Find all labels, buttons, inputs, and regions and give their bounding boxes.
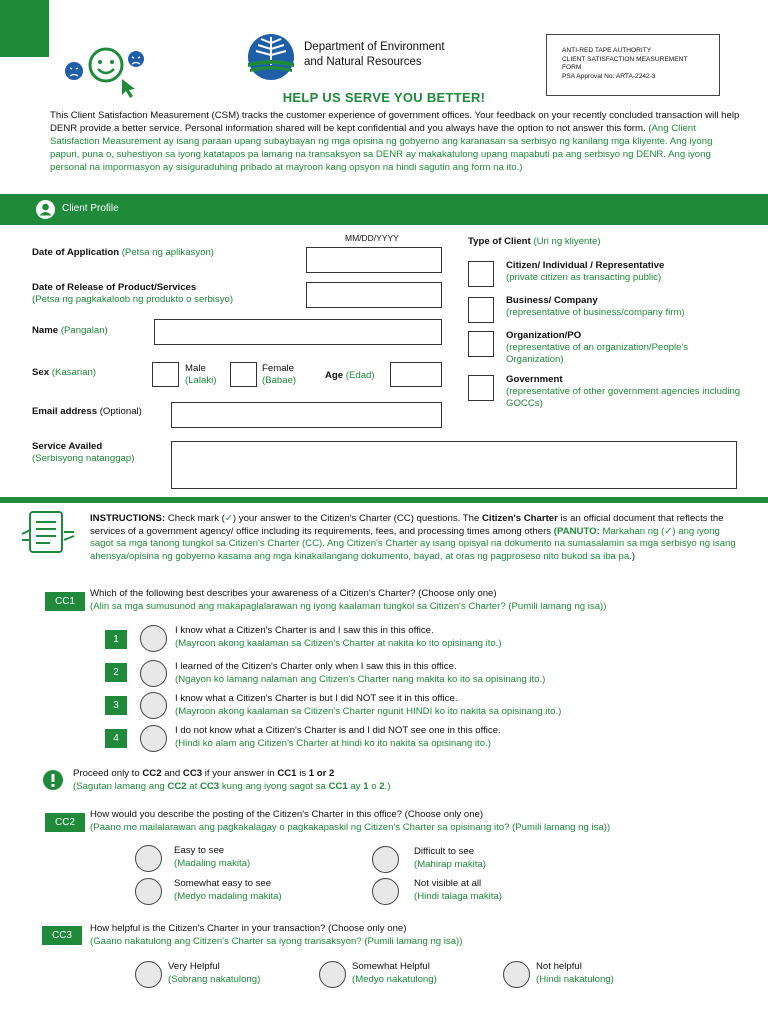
female-label bbox=[262, 363, 296, 387]
cc1-option-1 bbox=[175, 625, 735, 650]
label-fil: (Lalaki) bbox=[185, 375, 217, 386]
cc2-easy-radio[interactable] bbox=[135, 845, 162, 872]
label-fil: (Edad) bbox=[345, 370, 375, 381]
panuto-part: Markahan ng ( bbox=[602, 525, 665, 537]
note-bold: 1 or 2 bbox=[308, 768, 335, 779]
panuto-part: ) ang iyong sagot sa mga tanong tungkol sa Citizen's Charter (CC). Ang Citizen's Charter ay isang opisyal na dokumento na sumasalamin sa mga serbisyo ng isang ahensya/opisina ng gobyerno kasama ang mga kinakailangang dokumento, bayad, at oras ng pagproseso nito bukod sa iba pa. bbox=[90, 525, 736, 562]
cc2-option bbox=[174, 878, 282, 903]
corner-accent bbox=[0, 0, 49, 57]
client-type-label bbox=[468, 236, 601, 248]
instructions bbox=[90, 513, 740, 563]
type-title: Government bbox=[506, 374, 563, 385]
page-headline: HELP US SERVE YOU BETTER! bbox=[282, 90, 486, 105]
cc1-option-number: 2 bbox=[105, 663, 127, 682]
cc3-not-helpful-radio[interactable] bbox=[503, 961, 530, 988]
label-fil: (Petsa ng pagkakaloob ng produkto o serbisyo) bbox=[32, 294, 234, 305]
option-fil: (Sobrang nakatulong) bbox=[168, 973, 261, 985]
user-icon bbox=[35, 199, 56, 220]
section-title: Client Profile bbox=[62, 203, 119, 214]
cc2-question bbox=[90, 809, 750, 834]
type-business-checkbox[interactable] bbox=[468, 297, 494, 323]
cc2-option bbox=[174, 845, 250, 870]
type-desc: (representative of business/company firm) bbox=[506, 307, 685, 318]
note-text: is bbox=[299, 768, 307, 779]
panuto-label: (PANUTO: bbox=[553, 525, 600, 537]
label-fil: (Serbisyong natanggap) bbox=[32, 453, 135, 464]
question-fil: (Alin sa mga sumusunod ang makapaglalarawan ng iyong kaalaman tungkol sa Citizen's Charter? (Pumili lamang ng isa)) bbox=[90, 600, 607, 612]
option-text: Easy to see bbox=[174, 845, 225, 856]
type-desc: (representative of an organization/People's Organization) bbox=[506, 342, 689, 365]
cc3-very-helpful-radio[interactable] bbox=[135, 961, 162, 988]
option-text: I know what a Citizen's Charter is and I saw this in this office. bbox=[175, 625, 434, 636]
cc1-option-4 bbox=[175, 725, 735, 750]
dept-line-1: Department of Environment bbox=[304, 41, 445, 53]
cc1-option-number: 3 bbox=[105, 696, 127, 715]
option-text: Very Helpful bbox=[168, 961, 220, 972]
note-fil-bold: CC3 bbox=[199, 780, 220, 792]
note-fil-bold: CC1 bbox=[328, 780, 348, 792]
note-fil-bold: 1 bbox=[363, 780, 369, 792]
psa-approval: PSA Approval No: ARTA-2242-3 bbox=[562, 73, 656, 81]
label-text: Sex bbox=[32, 367, 50, 378]
question-text: How helpful is the Citizen's Charter in your transaction? (Choose only one) bbox=[90, 923, 407, 934]
type-citizen-checkbox[interactable] bbox=[468, 261, 494, 287]
arta-line: ANTI-RED TAPE AUTHORITY bbox=[562, 47, 652, 54]
dept-line-2: and Natural Resources bbox=[304, 56, 422, 68]
option-text: Somewhat easy to see bbox=[174, 878, 272, 889]
label-fil: (Uri ng kliyente) bbox=[533, 236, 601, 247]
date-format-hint: MM/DD/YYYY bbox=[345, 233, 399, 243]
service-field[interactable] bbox=[171, 441, 737, 489]
note-fil: o bbox=[371, 780, 377, 792]
note-bold: CC3 bbox=[182, 768, 203, 779]
instructions-label: INSTRUCTIONS: bbox=[90, 513, 166, 524]
type-organization-checkbox[interactable] bbox=[468, 331, 494, 357]
instructions-text: ) your answer to the Citizen's Charter (CC) questions. The bbox=[232, 513, 480, 524]
intro-english: This Client Satisfaction Measurement (CSM) tracks the customer experience of government offices. Your feedback on your recently concluded transaction will help DENR provide a better service. Personal information shared will be kept confidential and you always have the option to not answer this form. bbox=[50, 110, 740, 134]
cc2-difficult-radio[interactable] bbox=[372, 846, 399, 873]
intro-filipino: (Ang Client Satisfaction Measurement ay isang paraan upang subaybayan ng mga opisina ng gobyerno ang karanasan sa serbisyo ng kanilang mga kliyente. Ang iyong papuri, puna o, suhestiyon sa iyong katatapos pa lamang na transaksyon sa DENR ay makakatulong upang mapabuti pa ang serbisyo ng DENR. Ang iyong personal na impormasyon ay sisiguraduhing pribado at mayroon kang opsyon na hindi sagutin ang form na ito.) bbox=[50, 123, 713, 173]
note-fil: kung ang iyong sagot sa bbox=[221, 780, 326, 792]
cc3-question bbox=[90, 923, 750, 948]
male-checkbox[interactable] bbox=[152, 362, 179, 387]
arta-line: FORM bbox=[562, 64, 582, 72]
question-fil: (Gaano nakatulong ang Citizen's Charter sa iyong transaksyon? (Pumili lamang ng isa)) bbox=[90, 935, 463, 947]
cc1-option-3 bbox=[175, 693, 735, 718]
intro-paragraph bbox=[50, 109, 740, 174]
note-fil: .) bbox=[384, 780, 391, 792]
option-fil: (Hindi talaga makita) bbox=[414, 890, 502, 902]
cc1-question bbox=[90, 588, 750, 613]
arta-box bbox=[546, 34, 720, 96]
cc3-option bbox=[168, 961, 260, 986]
type-option bbox=[506, 260, 746, 284]
cc2-not-visible-radio[interactable] bbox=[372, 878, 399, 905]
type-option bbox=[506, 330, 746, 366]
section-divider bbox=[0, 497, 768, 503]
type-title: Organization/PO bbox=[506, 330, 582, 341]
cc3-somewhat-helpful-radio[interactable] bbox=[319, 961, 346, 988]
check-icon: ✓ bbox=[224, 513, 233, 524]
label-text: Type of Client bbox=[468, 236, 531, 247]
cc1-option-number: 4 bbox=[105, 729, 127, 748]
note-bold: CC1 bbox=[277, 768, 297, 779]
label-text: Female bbox=[262, 363, 294, 374]
option-fil: (Mahirap makita) bbox=[414, 858, 486, 870]
option-text: Not helpful bbox=[536, 961, 582, 972]
question-text: Which of the following best describes your awareness of a Citizen's Charter? (Choose only one) bbox=[90, 588, 497, 599]
note-fil: ay bbox=[350, 780, 361, 792]
option-text: I do not know what a Citizen's Charter is and I did NOT see one in this office. bbox=[175, 725, 501, 736]
cc3-tag: CC3 bbox=[42, 926, 82, 945]
question-fil: (Paano mo mailalarawan ang pagkakalagay o pagkakapaskil ng Citizen's Charter sa opisinang ito? (Pumili lamang ng isa)) bbox=[90, 821, 611, 833]
female-checkbox[interactable] bbox=[230, 362, 257, 387]
cc1-option-number: 1 bbox=[105, 630, 127, 649]
note-fil: at bbox=[189, 780, 198, 792]
cc2-tag: CC2 bbox=[45, 813, 85, 832]
cc1-option-3-radio[interactable] bbox=[140, 692, 167, 719]
date-release-label bbox=[32, 282, 233, 306]
option-fil: (Hindi ko alam ang Citizen's Charter at hindi ko ito nakita sa opisinang ito.) bbox=[175, 737, 491, 749]
department-name bbox=[304, 40, 504, 70]
type-title: Business/ Company bbox=[506, 295, 598, 306]
option-text: I know what a Citizen's Charter is but I did NOT see it in this office. bbox=[175, 693, 458, 704]
option-text: Somewhat Helpful bbox=[352, 961, 430, 972]
note-fil-bold: 2 bbox=[379, 780, 385, 792]
label-optional: (Optional) bbox=[99, 406, 142, 417]
instructions-text: is an official document that reflects the services of a government agency/ office including its requirements, fees, and processing times among others bbox=[90, 513, 724, 537]
cc1-tag: CC1 bbox=[45, 592, 85, 611]
type-option bbox=[506, 374, 746, 410]
email-label bbox=[32, 406, 142, 418]
cc1-option-1-radio[interactable] bbox=[140, 625, 167, 652]
cc1-option-2-radio[interactable] bbox=[140, 660, 167, 687]
name-field[interactable] bbox=[154, 319, 442, 345]
name-label bbox=[32, 325, 108, 337]
label-fil: (Petsa ng aplikasyon) bbox=[121, 247, 214, 258]
label-text: Date of Release of Product/Services bbox=[32, 282, 197, 293]
type-option bbox=[506, 295, 746, 319]
date-release-field[interactable] bbox=[306, 282, 442, 308]
label-text: Male bbox=[185, 363, 206, 374]
option-fil: (Madaling makita) bbox=[174, 857, 251, 869]
note-text: and bbox=[164, 768, 181, 779]
note-fil-bold: CC2 bbox=[167, 780, 187, 792]
type-government-checkbox[interactable] bbox=[468, 375, 494, 401]
note-bold: CC2 bbox=[142, 768, 162, 779]
arta-line: CLIENT SATISFACTION MEASUREMENT bbox=[562, 55, 688, 63]
note-text: if your answer in bbox=[204, 768, 275, 779]
instructions-close: ) bbox=[631, 550, 636, 562]
label-fil: (Pangalan) bbox=[60, 325, 108, 336]
cc2-option bbox=[414, 846, 486, 871]
option-fil: (Medyo madaling makita) bbox=[174, 890, 282, 902]
age-field[interactable] bbox=[390, 362, 442, 387]
document-icon bbox=[20, 510, 78, 554]
label-text: Email address bbox=[32, 406, 98, 417]
option-fil: (Ngayon ko lamang nalaman ang Citizen's Charter nang makita ko ito sa opisinang ito.) bbox=[175, 673, 546, 685]
note-fil: (Sagutan lamang ang bbox=[73, 780, 165, 792]
date-application-field[interactable] bbox=[306, 247, 442, 273]
option-text: I learned of the Citizen's Charter only when I saw this in this office. bbox=[175, 661, 457, 672]
option-fil: (Hindi nakatulong) bbox=[536, 973, 614, 985]
alert-icon bbox=[42, 769, 64, 791]
type-desc: (private citizen as transacting public) bbox=[506, 272, 662, 283]
label-text: Service Availed bbox=[32, 441, 103, 452]
age-label bbox=[325, 370, 375, 382]
option-text: Difficult to see bbox=[414, 846, 475, 857]
sex-label bbox=[32, 367, 96, 379]
option-fil: (Mayroon akong kaalaman sa Citizen's Charter ngunit HINDI ko ito nakita sa opisinang ito.) bbox=[175, 705, 562, 717]
cc2-somewhat-easy-radio[interactable] bbox=[135, 878, 162, 905]
option-text: Not visible at all bbox=[414, 878, 482, 889]
option-fil: (Mayroon akong kaalaman sa Citizen's Charter at nakita ko ito opisinang ito.) bbox=[175, 637, 502, 649]
male-label bbox=[185, 363, 216, 387]
instructions-text: Check mark ( bbox=[167, 513, 225, 524]
date-application-label bbox=[32, 247, 214, 259]
label-text: Age bbox=[325, 370, 344, 381]
type-title: Citizen/ Individual / Representative bbox=[506, 260, 665, 271]
cc1-option-4-radio[interactable] bbox=[140, 725, 167, 752]
cc3-option bbox=[536, 961, 614, 986]
cc1-option-2 bbox=[175, 661, 735, 686]
cc2-option bbox=[414, 878, 502, 903]
note-text: Proceed only to bbox=[73, 768, 140, 779]
label-text: Date of Application bbox=[32, 247, 120, 258]
cc3-option bbox=[352, 961, 437, 986]
service-label bbox=[32, 441, 134, 465]
question-text: How would you describe the posting of the Citizen's Charter in this office? (Choose only one) bbox=[90, 809, 484, 820]
instructions-bold: Citizen's Charter bbox=[482, 513, 558, 524]
option-fil: (Medyo nakatulong) bbox=[352, 973, 437, 985]
type-desc: (representative of other government agencies including GOCCs) bbox=[506, 386, 741, 409]
proceed-note bbox=[73, 768, 733, 793]
label-fil: (Babae) bbox=[262, 375, 297, 386]
label-fil: (Kasarian) bbox=[51, 367, 97, 378]
email-field[interactable] bbox=[171, 402, 442, 428]
label-text: Name bbox=[32, 325, 59, 336]
check-icon: ✓ bbox=[664, 525, 673, 537]
denr-logo-icon bbox=[246, 33, 296, 81]
